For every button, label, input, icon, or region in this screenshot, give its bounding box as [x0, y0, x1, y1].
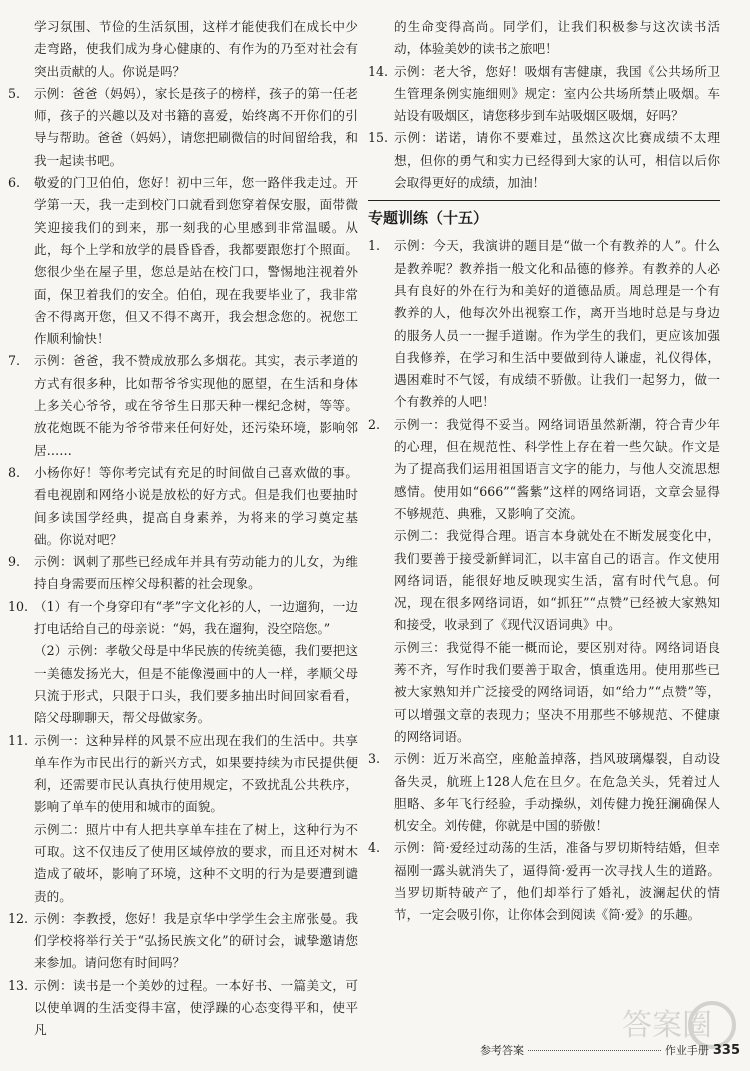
right-column	[368, 16, 720, 927]
answer-item: 示例三：我觉得不能一概而论，要区别对待。网络词语良莠不齐，写作时我们要善于取舍，慎重选用。使用那些已被大家熟知并广泛接受的网络词语，如“给力”“点赞”等，可以增强文章的表现力；坚决不用那些不够规范、不健康的网络词语。	[394, 639, 720, 744]
answer-item: 11. 示例一：这种异样的风景不应出现在我们的生活中。共享单车作为市民出行的新兴方式，如果要持续为市民提供便利，还需要市民认真执行使用规定，不致扰乱公共秩序，影响了单车的使用和城市的面貌。	[8, 732, 358, 815]
footer-leader-dots	[528, 1050, 661, 1051]
answer-item: 9. 示例：讽刺了那些已经成年并具有劳动能力的儿女，为维持自身需要而压榨父母积蓄的社会现象。	[8, 554, 358, 592]
answer-item: 5. 示例：爸爸（妈妈），家长是孩子的榜样，孩子的第一任老师，孩子的兴趣以及对书籍的喜爱，始终离不开你们的引导与帮助。爸爸（妈妈），请您把刷微信的时间留给我，和我一起读书吧。	[8, 85, 358, 168]
answer-item: 的生命变得高尚。同学们，让我们积极参与这次读书活动，体验美妙的读书之旅吧！	[394, 19, 720, 57]
section-title: 专题训练（十五）	[368, 209, 489, 228]
answer-item: 3. 示例：近万米高空，座舱盖掉落，挡风玻璃爆裂，自动设备失灵，航班上128人危在旦夕。在危急关头，凭着过人胆略、多年飞行经验，手动操纵，刘传健力挽狂澜确保人机安全。刘传健，你就是中国的骄傲！	[368, 751, 720, 834]
section-divider	[368, 200, 720, 201]
answer-item: 4. 示例：简·爱经过动荡的生活，准备与罗切斯特结婚，但幸福刚一露头就消失了，逼得简·爱再一次寻找人生的道路。当罗切斯特破产了，他们却举行了婚礼，波澜起伏的情节，一定会吸引你，让你体会到阅读《简·爱》的乐趣。	[368, 840, 720, 923]
footer-book-name: 作业手册	[664, 1044, 709, 1057]
answer-item: 13. 示例：读书是一个美妙的过程。一本好书、一篇美文，可以使单调的生活变得丰富，使浮躁的心态变得平和，使平凡	[8, 977, 358, 1038]
answer-item: 15. 示例：诺诺，请你不要难过，虽然这次比赛成绩不太理想，但你的勇气和实力已经得到大家的认可，相信以后你会取得更好的成绩，加油！	[368, 130, 720, 191]
answer-item: 示例二：照片中有人把共享单车挂在了树上，这种行为不可取。这不仅违反了使用区域停放的要求，而且还对树木造成了破坏，影响了环境，这种不文明的行为是要遭到谴责的。	[34, 821, 358, 904]
answer-item: 14. 示例：老大爷，您好！吸烟有害健康，我国《公共场所卫生管理条例实施细则》规定：室内公共场所禁止吸烟。车站设有吸烟区，请您移步到车站吸烟区吸烟，好吗？	[368, 63, 720, 124]
answer-item: 7. 示例：爸爸，我不赞成放那么多烟花。其实，表示孝道的方式有很多种，比如帮爷爷实现他的愿望，在生活和身体上多关心爷爷，或在爷爷生日那天种一棵纪念树，等等。放花炮既不能为爷爷带来任何好处，还污染环境，影响邻居……	[8, 353, 358, 458]
footer-label: 参考答案	[480, 1044, 524, 1057]
answer-item: 12. 示例：李教授，您好！我是京华中学学生会主席张曼。我们学校将举行关于“弘扬民族文化”的研讨会，诚挚邀请您来参加。请问您有时间吗？	[8, 910, 358, 971]
answer-item: 8. 小杨你好！等你考完试有充足的时间做自己喜欢做的事。看电视剧和网络小说是放松的好方式。但是我们也要抽时间多读国学经典，提高自身素养，为将来的学习奠定基础。你说对吧？	[8, 464, 358, 547]
answer-item: 2. 示例一：我觉得不妥当。网络词语虽然新潮，符合青少年的心理，但在规范性、科学性上存在着一些欠缺。作文是为了提高我们运用祖国语言文字的能力，与他人交流思想感情。使用如“666”“酱紫”这样的网络词语，文章会显得不够规范、典雅，又影响了交流。	[368, 416, 720, 521]
page-footer	[480, 1038, 740, 1062]
answer-item: 学习氛围、节俭的生活氛围，这样才能使我们在成长中少走弯路，使我们成为身心健康的、有作为的乃至对社会有突出贡献的人。你说是吗？	[34, 19, 358, 79]
answer-item: 1. 示例：今天，我演讲的题目是“做一个有教养的人”。什么是教养呢？教养指一般文化和品德的修养。有教养的人必具有良好的外在行为和美好的道德品质。周总理是一个有教养的人，他每次外出视察工作，离开当地时总是与身边的服务人员一一握手道谢。作为学生的我们，更应该加强自我修养，在学习和生活中要做到待人谦虚，礼仪得体，遇困难时不气馁，有成绩不骄傲。让我们一起努力，做一个有教养的人吧！	[368, 238, 720, 410]
watermark-text: 答案圈	[622, 1008, 712, 1043]
answer-item: 示例二：我觉得合理。语言本身就处在不断发展变化中，我们要善于接受新鲜词汇，以丰富自己的语言。作文使用网络词语，能很好地反映现实生活，富有时代气息。何况，现在很多网络词语，如“抓狂”“点赞”已经被大家熟知和接受，收录到了《现代汉语词典》中。	[394, 528, 720, 633]
answer-item: 6. 敬爱的门卫伯伯，您好！初中三年，您一路伴我走过。开学第一天，我一走到校门口就看到您穿着保安服，面带微笑迎接我们的到来，那一刻我的心里感到非常温暖。从此，每个上学和放学的晨昏昏香，我都要跟您打个照面。您很少坐在屋子里，您总是站在校门口，警惕地注视着外面，保卫着我们的安全。伯伯，现在我要毕业了，我非常舍不得离开您，但又不得不离开，我会想念您的。祝您工作顺利愉快！	[8, 175, 358, 347]
page-number: 335	[712, 1042, 740, 1058]
answer-item: （2）示例：孝敬父母是中华民族的传统美德，我们要把这一美德发扬光大，但是不能像漫画中的人一样，孝顺父母只流于形式，只限于口头，我们要多抽出时间回家看看，陪父母聊聊天，帮父母做家务。	[34, 643, 358, 726]
left-column	[8, 16, 358, 1042]
answer-item: 10. （1）有一个身穿印有“孝”字文化衫的人，一边遛狗，一边打电话给自己的母亲说：“妈，我在遛狗，没空陪您。”	[8, 598, 358, 637]
